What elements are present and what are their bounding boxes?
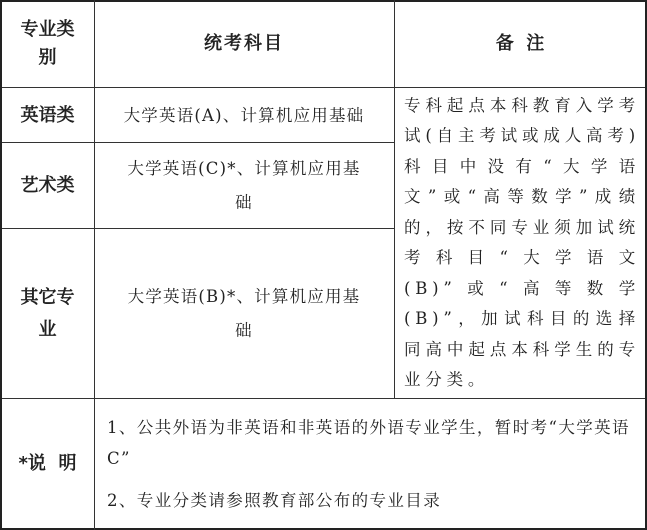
divider-row3 [0,398,647,399]
divider-col2 [394,0,395,399]
explanation-content [94,399,646,529]
divider-header [0,87,647,88]
category-art: 艺术类 [20,175,75,196]
explanation-label: *说 明 [18,453,77,474]
explanation-item-1: 1、公共外语为非英语和非英语的外语专业学生，暂时考“大学英语 C” [107,418,630,468]
divider-row2 [0,228,394,229]
remarks-text: 专科起点本科教育入学考试(自主考试或成人高考)科目中没有“大学语文”或“高等数学”成绩的，按不同专业须加试统考科目“大学语文(B)”或“高等数学(B)”，加试科目的选择同高中起点本科学生的专业分类。 [404,95,640,389]
border-top [0,0,647,2]
subjects-other: 大学英语(B)*、计算机应用基 础 [127,286,361,340]
explanation-item-2: 2、专业分类请参照教育部公布的专业目录 [107,491,442,510]
header-remarks: 备 注 [495,33,545,54]
header-subjects: 统考科目 [204,33,284,54]
border-left [0,0,2,530]
divider-row1 [0,142,394,143]
subjects-art: 大学英语(C)*、计算机应用基 础 [127,159,361,212]
header-category: 专业类 别 [20,19,75,68]
subjects-english: 大学英语(A)、计算机应用基础 [123,105,365,125]
category-english: 英语类 [20,104,75,126]
category-other: 其它专 业 [20,286,75,340]
divider-col1 [94,0,95,530]
